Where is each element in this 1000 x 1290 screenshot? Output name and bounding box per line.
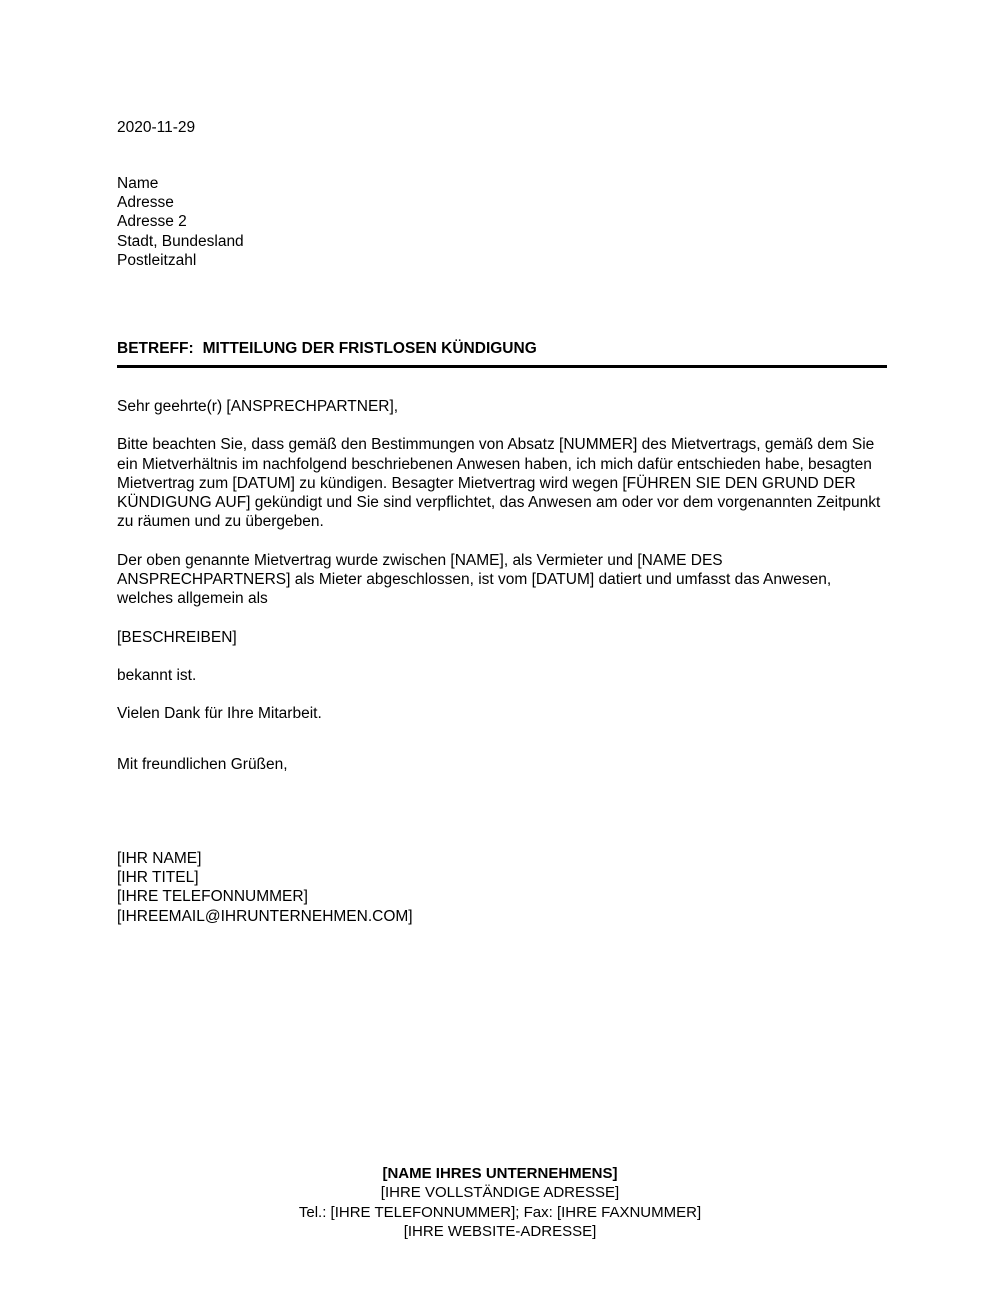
signature-line-title: [IHR TITEL] (117, 869, 199, 887)
signature-block (117, 849, 413, 926)
recipient-line-postal-code: Postleitzahl (117, 251, 197, 269)
recipient-line-address2: Adresse 2 (117, 213, 187, 231)
footer-address: [IHRE VOLLSTÄNDIGE ADRESSE] (380, 1184, 620, 1202)
body-paragraph-2: Der oben genannte Mietvertrag wurde zwischen [NAME], als Vermieter und [NAME DES ANSPRECHPARTNERS] als Mieter abgeschlossen, ist vom [DATUM] datiert und umfasst das Anwesen, welches allgemein als (117, 551, 832, 608)
letter-body (117, 397, 887, 774)
recipient-line-address1: Adresse (117, 194, 174, 212)
body-paragraph-3: bekannt ist. (117, 666, 197, 684)
subject-text: MITTEILUNG DER FRISTLOSEN KÜNDIGUNG (202, 340, 537, 357)
recipient-address-block (117, 174, 244, 270)
signature-line-phone: [IHRE TELEFONNUMMER] (117, 888, 308, 906)
signature-line-name: [IHR NAME] (117, 850, 202, 867)
subject-label: BETREFF: (117, 340, 194, 357)
footer-company-name: [NAME IHRES UNTERNEHMENS] (382, 1165, 618, 1182)
recipient-line-name: Name (117, 175, 159, 192)
letter-date: 2020-11-29 (117, 119, 196, 136)
property-description-placeholder: [BESCHREIBEN] (117, 628, 237, 646)
footer-contact: Tel.: [IHRE TELEFONNUMMER]; Fax: [IHRE FAXNUMMER] (298, 1203, 702, 1221)
footer-website: [IHRE WEBSITE-ADRESSE] (403, 1223, 597, 1241)
salutation: Sehr geehrte(r) [ANSPRECHPARTNER], (117, 398, 399, 415)
closing-salutation: Mit freundlichen Grüßen, (117, 755, 288, 773)
recipient-line-city-state: Stadt, Bundesland (117, 232, 244, 250)
page-footer (0, 1164, 1000, 1242)
signature-line-email: [IHREEMAIL@IHRUNTERNEHMEN.COM] (117, 907, 413, 925)
subject-line (117, 339, 887, 358)
subject-divider-rule (117, 365, 887, 368)
body-paragraph-4: Vielen Dank für Ihre Mitarbeit. (117, 705, 322, 723)
body-paragraph-1: Bitte beachten Sie, dass gemäß den Bestimmungen von Absatz [NUMMER] des Mietvertrags, gemäß dem Sie ein Mietverhältnis im nachfolgend beschriebenen Anwesen haben, ich mich dafür entschieden habe, besagten Mietvertrag zum [DATUM] zu kündigen. Besagter Mietvertrag wird wegen [FÜHREN SIE DEN GRUND DER KÜNDIGUNG AUF] gekündigt und Sie sind verpflichtet, das Anwesen am oder vor dem vorgenannten Zeitpunkt zu räumen und zu übergeben. (117, 436, 881, 531)
